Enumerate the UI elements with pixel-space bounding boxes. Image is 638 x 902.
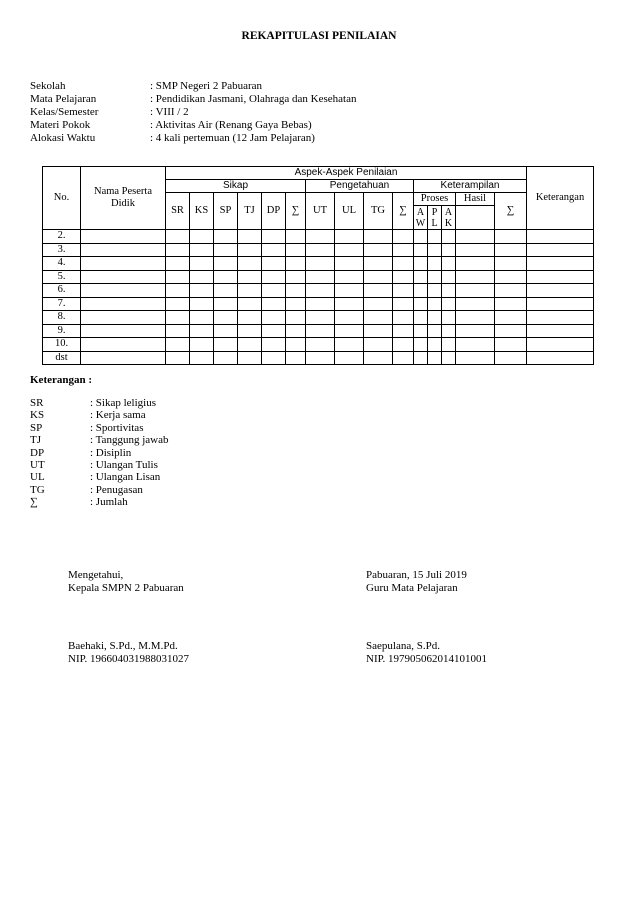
info-row-sekolah [30, 80, 357, 93]
table-cell [335, 284, 364, 298]
table-cell [214, 243, 238, 257]
table-cell [414, 270, 428, 284]
legend-item [30, 422, 168, 434]
header-nama-peserta-didik: Nama Peserta Didik [81, 167, 166, 230]
table-cell [495, 324, 527, 338]
table-row [43, 284, 594, 298]
table-cell [81, 270, 166, 284]
table-cell [190, 351, 214, 365]
legend-abbr: SP [30, 421, 43, 434]
table-cell [190, 243, 214, 257]
table-cell [428, 338, 442, 352]
table-cell [166, 284, 190, 298]
table-cell [81, 351, 166, 365]
row-number: 8. [43, 311, 81, 325]
table-cell [527, 297, 594, 311]
table-cell [262, 243, 286, 257]
legend-abbr: SR [30, 397, 44, 409]
table-cell [306, 257, 335, 271]
legend-desc: : Tanggung jawab [90, 434, 169, 447]
table-row [43, 243, 594, 257]
table-cell [428, 257, 442, 271]
table-cell [527, 284, 594, 298]
table-cell [214, 297, 238, 311]
table-cell [364, 284, 393, 298]
table-cell [238, 311, 262, 325]
table-cell [456, 243, 495, 257]
table-cell [456, 230, 495, 244]
table-cell [456, 338, 495, 352]
table-cell [286, 270, 306, 284]
table-cell [414, 230, 428, 244]
table-cell [364, 257, 393, 271]
row-number: dst [43, 351, 81, 365]
table-cell [393, 230, 414, 244]
table-row [43, 270, 594, 284]
table-cell [442, 324, 456, 338]
header-aspek-penilaian: Aspek-Aspek Penilaian [166, 167, 527, 180]
table-cell [456, 297, 495, 311]
table-cell [286, 338, 306, 352]
table-cell [456, 351, 495, 365]
table-cell [364, 351, 393, 365]
table-cell [262, 230, 286, 244]
table-cell [81, 338, 166, 352]
table-cell [190, 297, 214, 311]
legend-abbr: TG [30, 483, 45, 496]
table-cell [335, 270, 364, 284]
table-cell [81, 297, 166, 311]
table-cell [495, 338, 527, 352]
table-cell [495, 230, 527, 244]
table-cell [428, 243, 442, 257]
legend-desc: : Penugasan [90, 483, 143, 496]
table-cell [81, 311, 166, 325]
table-cell [393, 324, 414, 338]
table-cell [262, 270, 286, 284]
table-cell [393, 270, 414, 284]
sign-right-name: Saepulana, S.Pd. [366, 640, 440, 652]
table-cell [393, 297, 414, 311]
table-cell [166, 230, 190, 244]
table-cell [238, 243, 262, 257]
info-label: Materi Pokok [30, 119, 91, 131]
table-cell [190, 270, 214, 284]
table-cell [238, 351, 262, 365]
sign-right-line2: Guru Mata Pelajaran [366, 582, 458, 594]
table-row [43, 338, 594, 352]
keterangan-title: Keterangan : [30, 374, 93, 386]
table-row [43, 351, 594, 365]
table-cell [442, 243, 456, 257]
table-cell [166, 351, 190, 365]
table-cell [238, 257, 262, 271]
info-label: Mata Pelajaran [30, 93, 97, 105]
table-cell [527, 243, 594, 257]
table-cell [166, 297, 190, 311]
table-cell [414, 324, 428, 338]
legend-abbr: TJ [30, 434, 41, 447]
table-cell [414, 243, 428, 257]
table-cell [527, 324, 594, 338]
table-cell [214, 257, 238, 271]
table-cell [364, 297, 393, 311]
table-cell [414, 311, 428, 325]
table-cell [495, 351, 527, 365]
table-cell [238, 284, 262, 298]
table-cell [428, 324, 442, 338]
table-cell [238, 230, 262, 244]
info-row-materi-pokok [30, 119, 357, 132]
table-cell [306, 324, 335, 338]
legend-desc: : Sikap leligius [90, 397, 156, 409]
header-ks: KS [190, 193, 214, 230]
legend-desc: : Ulangan Lisan [90, 471, 161, 484]
table-cell [442, 297, 456, 311]
info-label: Sekolah [30, 80, 66, 92]
table-cell [414, 257, 428, 271]
signature-block-right [366, 569, 487, 666]
table-cell [527, 230, 594, 244]
sign-right-line1: Pabuaran, 15 Juli 2019 [366, 569, 467, 581]
legend-abbr: KS [30, 409, 45, 422]
table-cell [442, 270, 456, 284]
table-cell [286, 324, 306, 338]
table-cell [166, 270, 190, 284]
info-label: Alokasi Waktu [30, 132, 96, 144]
table-cell [364, 230, 393, 244]
legend-item [30, 434, 168, 446]
header-keterampilan-sum: ∑ [495, 193, 527, 230]
row-number: 10. [43, 338, 81, 352]
sign-left-line2: Kepala SMPN 2 Pabuaran [68, 582, 184, 594]
table-cell [527, 338, 594, 352]
table-cell [166, 324, 190, 338]
table-cell [286, 297, 306, 311]
rekap-table [42, 166, 594, 365]
table-cell [527, 311, 594, 325]
row-number: 5. [43, 270, 81, 284]
table-cell [190, 230, 214, 244]
table-cell [442, 351, 456, 365]
table-row [43, 297, 594, 311]
table-cell [190, 257, 214, 271]
table-cell [414, 284, 428, 298]
table-cell [428, 270, 442, 284]
table-cell [364, 324, 393, 338]
table-cell [81, 230, 166, 244]
table-row [43, 257, 594, 271]
header-no: No. [43, 167, 81, 230]
table-cell [495, 311, 527, 325]
info-label: Kelas/Semester [30, 106, 99, 118]
info-value: : Aktivitas Air (Renang Gaya Bebas) [150, 119, 312, 131]
table-cell [442, 338, 456, 352]
table-cell [81, 284, 166, 298]
sign-left-line1: Mengetahui, [68, 569, 124, 581]
legend-desc: : Kerja sama [90, 409, 146, 422]
table-cell [456, 284, 495, 298]
info-value: : 4 kali pertemuan (12 Jam Pelajaran) [150, 132, 315, 144]
table-cell [214, 338, 238, 352]
table-cell [393, 351, 414, 365]
legend-desc: : Disiplin [90, 446, 132, 459]
legend-abbr: UT [30, 458, 45, 471]
header-sikap-sum: ∑ [286, 193, 306, 230]
sign-left-name: Baehaki, S.Pd., M.M.Pd. [68, 640, 178, 652]
row-number: 2. [43, 230, 81, 244]
header-sikap: Sikap [166, 180, 306, 193]
info-block [30, 80, 357, 145]
table-cell [81, 324, 166, 338]
table-cell [393, 257, 414, 271]
page-title: REKAPITULASI PENILAIAN [241, 30, 397, 42]
table-cell [414, 297, 428, 311]
table-cell [335, 297, 364, 311]
table-cell [442, 284, 456, 298]
table-cell [414, 351, 428, 365]
header-keterampilan: Keterampilan [414, 180, 527, 193]
header-sp: SP [214, 193, 238, 230]
table-row [43, 311, 594, 325]
legend-item [30, 447, 168, 459]
table-cell [214, 311, 238, 325]
table-cell [393, 284, 414, 298]
table-cell [428, 311, 442, 325]
table-cell [306, 338, 335, 352]
row-number: 9. [43, 324, 81, 338]
table-cell [364, 270, 393, 284]
table-cell [238, 297, 262, 311]
header-sr: SR [166, 193, 190, 230]
table-cell [166, 257, 190, 271]
header-pl: P L [428, 206, 442, 230]
legend-abbr: UL [30, 471, 45, 484]
header-pengetahuan-sum: ∑ [393, 193, 414, 230]
table-cell [306, 311, 335, 325]
table-cell [262, 324, 286, 338]
table-cell [364, 243, 393, 257]
table-cell [238, 270, 262, 284]
table-cell [393, 338, 414, 352]
table-cell [306, 270, 335, 284]
sign-right-nip: NIP. 197905062014101001 [366, 653, 488, 665]
table-cell [335, 338, 364, 352]
table-cell [262, 257, 286, 271]
table-cell [214, 351, 238, 365]
table-cell [527, 270, 594, 284]
table-cell [214, 284, 238, 298]
table-cell [190, 324, 214, 338]
legend-item [30, 459, 168, 471]
table-cell [456, 324, 495, 338]
table-cell [190, 338, 214, 352]
table-cell [262, 338, 286, 352]
info-row-kelas-semester [30, 106, 357, 119]
info-value: : SMP Negeri 2 Pabuaran [150, 80, 263, 92]
header-ut: UT [306, 193, 335, 230]
table-cell [81, 243, 166, 257]
table-cell [495, 270, 527, 284]
table-cell [166, 311, 190, 325]
table-cell [335, 257, 364, 271]
table-cell [456, 257, 495, 271]
legend-item [30, 397, 168, 409]
table-cell [286, 284, 306, 298]
table-cell [306, 351, 335, 365]
table-cell [335, 230, 364, 244]
table-cell [428, 351, 442, 365]
legend-list [30, 397, 168, 509]
table-cell [495, 284, 527, 298]
header-ak: A K [442, 206, 456, 230]
table-cell [335, 243, 364, 257]
row-number: 3. [43, 243, 81, 257]
row-number: 7. [43, 297, 81, 311]
table-cell [306, 297, 335, 311]
table-row [43, 324, 594, 338]
legend-item [30, 484, 168, 496]
info-row-mata-pelajaran [30, 93, 357, 106]
table-cell [456, 270, 495, 284]
table-cell [214, 270, 238, 284]
table-cell [238, 324, 262, 338]
legend-item [30, 409, 168, 421]
table-cell [286, 257, 306, 271]
table-cell [428, 297, 442, 311]
table-cell [166, 338, 190, 352]
info-row-alokasi-waktu [30, 132, 357, 145]
header-aw: A W [414, 206, 428, 230]
header-hasil-empty [456, 206, 495, 230]
header-proses: Proses [414, 193, 456, 206]
table-cell [335, 351, 364, 365]
table-cell [286, 351, 306, 365]
table-cell [238, 338, 262, 352]
table-cell [442, 311, 456, 325]
table-cell [166, 243, 190, 257]
legend-desc: : Ulangan Tulis [90, 458, 158, 471]
table-cell [306, 284, 335, 298]
table-cell [286, 311, 306, 325]
table-cell [393, 311, 414, 325]
table-cell [286, 243, 306, 257]
row-number: 6. [43, 284, 81, 298]
header-pengetahuan: Pengetahuan [306, 180, 414, 193]
signature-block-left [68, 569, 189, 666]
table-cell [527, 351, 594, 365]
table-cell [306, 243, 335, 257]
table-cell [81, 257, 166, 271]
info-value: : Pendidikan Jasmani, Olahraga dan Kesehatan [150, 93, 357, 105]
table-cell [335, 324, 364, 338]
table-cell [262, 351, 286, 365]
table-cell [495, 257, 527, 271]
table-cell [286, 230, 306, 244]
table-cell [495, 243, 527, 257]
legend-item [30, 496, 168, 508]
table-cell [262, 284, 286, 298]
table-cell [456, 311, 495, 325]
table-cell [428, 230, 442, 244]
legend-abbr: ∑ [30, 496, 38, 509]
table-cell [190, 311, 214, 325]
table-cell [393, 243, 414, 257]
header-tj: TJ [238, 193, 262, 230]
header-dp: DP [262, 193, 286, 230]
legend-desc: : Jumlah [90, 496, 128, 509]
legend-item [30, 471, 168, 483]
table-cell [495, 297, 527, 311]
table-cell [214, 230, 238, 244]
header-hasil: Hasil [456, 193, 495, 206]
row-number: 4. [43, 257, 81, 271]
table-cell [335, 311, 364, 325]
table-cell [442, 230, 456, 244]
table-cell [262, 311, 286, 325]
table-cell [527, 257, 594, 271]
table-cell [190, 284, 214, 298]
table-cell [262, 297, 286, 311]
header-keterangan: Keterangan [527, 167, 594, 230]
info-value: : VIII / 2 [150, 106, 189, 118]
table-cell [414, 338, 428, 352]
table-cell [442, 257, 456, 271]
table-cell [306, 230, 335, 244]
header-ul: UL [335, 193, 364, 230]
table-cell [364, 338, 393, 352]
table-cell [428, 284, 442, 298]
legend-abbr: DP [30, 446, 45, 459]
legend-desc: : Sportivitas [90, 421, 144, 434]
table-cell [364, 311, 393, 325]
table-row [43, 230, 594, 244]
sign-left-nip: NIP. 196604031988031027 [68, 653, 190, 665]
header-tg: TG [364, 193, 393, 230]
table-cell [214, 324, 238, 338]
